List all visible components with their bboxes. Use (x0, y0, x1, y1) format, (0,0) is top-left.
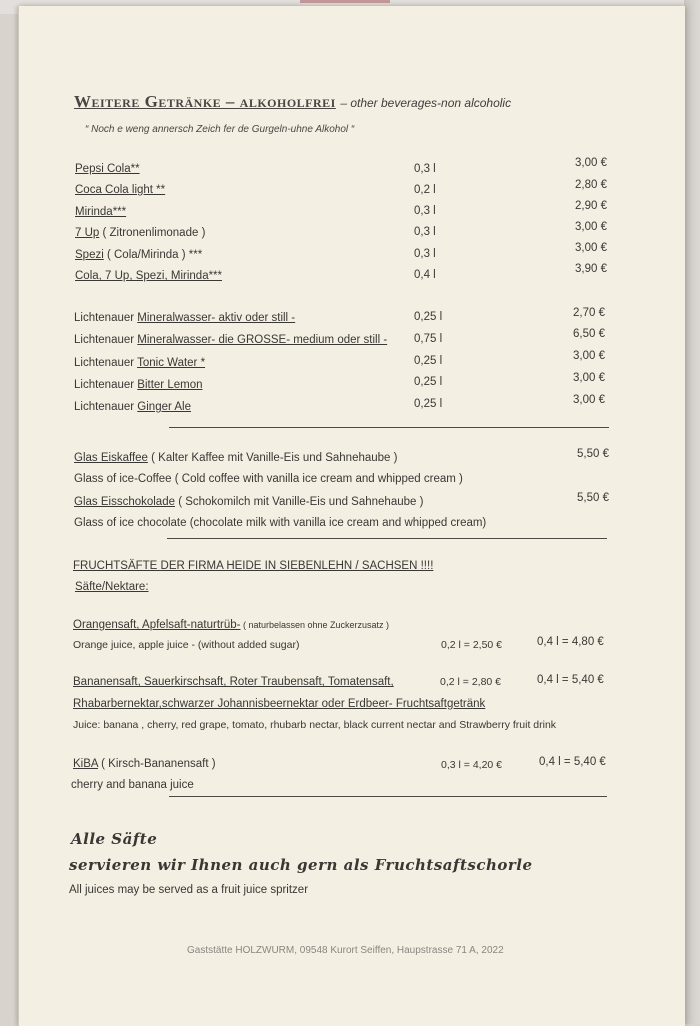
footer-address: Gaststätte HOLZWURM, 09548 Kurort Seiffen, Haupstrasse 71 A, 2022 (187, 945, 504, 956)
drink-name: Cola, 7 Up, Spezi, Mirinda*** (75, 270, 223, 282)
drink-desc: ( Zitronenlimonade ) (99, 227, 206, 239)
juice-row (73, 758, 216, 770)
ice-desc: ( Schokomilch mit Vanille-Eis und Sahnehaube ) (175, 496, 424, 508)
water-row (74, 357, 205, 369)
juice-price-small: 0,2 l = 2,50 € (441, 639, 503, 651)
drink-price: 2,90 € (575, 200, 607, 212)
drink-name: Spezi (75, 249, 104, 261)
juice-row (73, 676, 394, 688)
juice-price-large: 0,4 l = 5,40 € (537, 674, 604, 686)
juice-name: KiBA (73, 758, 98, 770)
juice-note: ( naturbelassen ohne Zuckerzusatz ) (240, 620, 390, 630)
ice-english: Glass of ice chocolate (chocolate milk with vanilla ice cream and whipped cream) (74, 517, 487, 529)
drink-price: 3,00 € (575, 157, 607, 169)
closing-english: All juices may be served as a fruit juice spritzer (69, 884, 309, 896)
drink-volume: 0,3 l (414, 248, 436, 260)
ice-name: Glas Eisschokolade (74, 496, 175, 508)
drink-volume: 0,3 l (414, 226, 436, 238)
page-title: Weitere Getränke – alkoholfrei (74, 92, 336, 111)
juice-name-2: Rhabarbernektar,schwarzer Johannisbeernektar oder Erdbeer- Fruchtsaftgetränk (73, 698, 486, 710)
motto: “ Noch e weng annersch Zeich fer de Gurgeln-uhne Alkohol “ (85, 124, 355, 135)
juice-price-small: 0,2 l = 2,80 € (440, 676, 502, 688)
drink-name: Pepsi Cola** (75, 163, 140, 175)
drink-volume: 0,3 l (414, 205, 436, 217)
water-volume: 0,25 l (414, 355, 443, 367)
juice-english: Orange juice, apple juice - (without added sugar) (73, 639, 300, 651)
ice-desc: ( Kalter Kaffee mit Vanille-Eis und Sahnehaube ) (147, 452, 398, 464)
juices-subheading: Säfte/Nektare: (75, 581, 149, 593)
water-name: Bitter Lemon (137, 379, 203, 391)
drink-row (75, 227, 205, 239)
ice-price: 5,50 € (577, 492, 609, 504)
closing-line-2: servieren wir Ihnen auch gern als Fruchtsaftschorle (69, 856, 533, 874)
menu-page (18, 6, 685, 1026)
brand: Lichtenauer (74, 401, 138, 413)
water-price: 3,00 € (573, 372, 605, 384)
page-edge (684, 0, 700, 1024)
juice-note: ( Kirsch-Bananensaft ) (97, 758, 216, 770)
page-subtitle: – other beverages-non alcoholic (340, 96, 512, 110)
divider (169, 796, 607, 797)
juice-price-large: 0,4 l = 4,80 € (537, 636, 604, 648)
ice-row (74, 496, 423, 508)
drink-row (75, 249, 202, 261)
juice-price-small: 0,3 l = 4,20 € (441, 759, 503, 771)
water-name: Mineralwasser- aktiv oder still - (137, 312, 296, 324)
drink-row (75, 270, 222, 282)
drink-price: 3,00 € (575, 242, 607, 254)
water-price: 2,70 € (573, 307, 605, 319)
drink-price: 2,80 € (575, 179, 607, 191)
juice-price-large: 0,4 l = 5,40 € (539, 756, 606, 768)
drink-price: 3,00 € (575, 221, 607, 233)
drink-row (75, 206, 126, 218)
drink-desc: ( Cola/Mirinda ) *** (103, 249, 203, 261)
drink-price: 3,90 € (575, 263, 607, 275)
ice-english: Glass of ice-Coffee ( Cold coffee with vanilla ice cream and whipped cream ) (74, 473, 463, 485)
ice-row (74, 452, 397, 464)
header (74, 92, 511, 112)
juices-heading: FRUCHTSÄFTE DER FIRMA HEIDE IN SIEBENLEHN / SACHSEN !!!! (73, 560, 434, 572)
juice-english: Juice: banana , cherry, red grape, tomato, rhubarb nectar, black current nectar and Strawberry fruit drink (73, 719, 557, 731)
juice-name: Bananensaft, Sauerkirschsaft, Roter Traubensaft, Tomatensaft, (73, 676, 394, 688)
water-row (74, 401, 191, 413)
water-price: 3,00 € (573, 394, 605, 406)
water-name: Ginger Ale (137, 401, 191, 413)
water-volume: 0,25 l (414, 311, 443, 323)
ice-name: Glas Eiskaffee (74, 452, 148, 464)
drink-row (75, 163, 140, 175)
brand: Lichtenauer (74, 379, 138, 391)
drink-name: 7 Up (75, 227, 100, 239)
water-row (74, 334, 387, 346)
brand: Lichtenauer (74, 357, 138, 369)
brand: Lichtenauer (74, 334, 138, 346)
divider (169, 427, 609, 428)
water-row (74, 379, 203, 391)
ice-price: 5,50 € (577, 448, 609, 460)
drink-volume: 0,2 l (414, 184, 436, 196)
divider (167, 538, 607, 539)
closing-line-1: Alle Säfte (71, 830, 158, 848)
juice-english: cherry and banana juice (71, 779, 194, 791)
drink-row (75, 184, 165, 196)
background-object (300, 0, 390, 3)
water-name: Mineralwasser- die GROSSE- medium oder still - (137, 334, 388, 346)
drink-volume: 0,4 l (414, 269, 436, 281)
water-price: 6,50 € (573, 328, 605, 340)
juice-name: Orangensaft, Apfelsaft-naturtrüb- (73, 619, 241, 631)
water-volume: 0,75 l (414, 333, 443, 345)
brand: Lichtenauer (74, 312, 138, 324)
drink-name: Coca Cola light ** (75, 184, 166, 196)
water-volume: 0,25 l (414, 376, 443, 388)
juice-row (73, 619, 389, 631)
water-volume: 0,25 l (414, 398, 443, 410)
water-price: 3,00 € (573, 350, 605, 362)
drink-name: Mirinda*** (75, 206, 127, 218)
drink-volume: 0,3 l (414, 163, 436, 175)
water-name: Tonic Water * (137, 357, 206, 369)
water-row (74, 312, 295, 324)
